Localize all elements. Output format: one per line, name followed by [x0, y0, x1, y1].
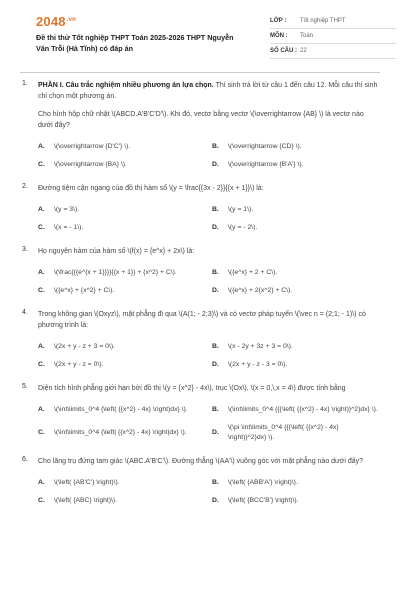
question [0, 183, 400, 233]
document-title: Đề thi thử Tốt nghiệp THPT Toán 2025-2026 THPT Nguyễn Văn Trỗi (Hà Tĩnh) có đáp án [36, 33, 234, 53]
question-list [0, 80, 400, 519]
question [0, 309, 400, 370]
option-a[interactable] [38, 405, 204, 415]
option-text: \({e^x} + 2 + C\). [228, 269, 278, 276]
option-label: B. [212, 406, 219, 413]
option-text: \(y = 3\). [54, 206, 80, 213]
option-c[interactable] [38, 360, 204, 370]
option-d[interactable] [212, 423, 378, 443]
question [0, 456, 400, 506]
option-d[interactable] [212, 496, 378, 506]
meta-value: Toán [300, 33, 314, 39]
answer-options [38, 205, 378, 233]
question [0, 383, 400, 443]
option-text: \(y = 1\). [228, 206, 254, 213]
meta-value: 22 [300, 48, 307, 54]
option-c[interactable] [38, 423, 204, 443]
option-c[interactable] [38, 286, 204, 296]
option-text: \(x = - 1\). [54, 224, 84, 231]
answer-options [38, 405, 378, 443]
question-text: Cho lăng trụ đứng tam giác \(ABC.A'B'C'\). Đường thẳng \(AA'\) vuông góc với mặt phẳng nào dưới đây? [38, 458, 364, 465]
question-number: 2. [22, 183, 28, 190]
option-d[interactable] [212, 360, 378, 370]
option-b[interactable] [212, 478, 378, 488]
option-label: C. [38, 429, 45, 436]
answer-options [38, 478, 378, 506]
option-a[interactable] [38, 142, 204, 152]
option-label: D. [212, 224, 219, 231]
option-label: C. [38, 497, 45, 504]
exam-meta [270, 14, 396, 59]
question-text: Họ nguyên hàm của hàm số \(f(x) = {e^x} + 2x\) là: [38, 248, 195, 255]
option-a[interactable] [38, 478, 204, 488]
header-divider [20, 72, 380, 73]
option-d[interactable] [212, 160, 378, 170]
answer-options [38, 268, 378, 296]
option-c[interactable] [38, 496, 204, 506]
option-text: \(\int\limits_0^4 {\left( {{x^2} - 4x} \right)dx} \). [54, 406, 188, 413]
question-number: 4. [22, 309, 28, 316]
meta-row-count [270, 44, 396, 59]
option-label: B. [212, 479, 219, 486]
option-a[interactable] [38, 268, 204, 278]
option-label: D. [212, 161, 219, 168]
option-label: B. [212, 343, 219, 350]
option-label: A. [38, 479, 45, 486]
option-b[interactable] [212, 142, 378, 152]
option-label: C. [38, 287, 45, 294]
option-text: \(\overrightarrow {CD} \). [228, 143, 302, 150]
option-label: A. [38, 206, 45, 213]
question-text: Đường tiệm cận ngang của đồ thị hàm số \(y = \frac{{3x - 2}}{{x + 1}}\) là: [38, 185, 264, 192]
option-b[interactable] [212, 342, 378, 352]
option-d[interactable] [212, 223, 378, 233]
option-b[interactable] [212, 205, 378, 215]
brand-tld: .vn [66, 16, 77, 23]
option-a[interactable] [38, 342, 204, 352]
option-text: \(2x + y - z - 3 = 0\). [228, 361, 288, 368]
option-a[interactable] [38, 205, 204, 215]
question-number: 1. [22, 80, 28, 87]
question-stem [38, 80, 378, 102]
option-label: A. [38, 406, 45, 413]
question [0, 246, 400, 296]
option-text: \(\int\limits_0^4 {{{\left( {{x^2} - 4x} \right)}^2}dx} \). [228, 406, 378, 413]
answer-options [38, 142, 378, 170]
option-label: A. [38, 143, 45, 150]
option-label: D. [212, 429, 219, 436]
meta-key: LỚP : [270, 18, 287, 24]
option-label: C. [38, 224, 45, 231]
site-logo[interactable] [36, 14, 76, 29]
option-text: \({e^x} + {x^2} + C\). [54, 287, 115, 294]
option-text: \(\int\limits_0^4 {\left| {{x^2} - 4x} \right|dx} \). [54, 429, 187, 436]
page-header [16, 0, 384, 66]
option-label: B. [212, 206, 219, 213]
option-text: \(x - 2y + 3z + 3 = 0\). [228, 343, 293, 350]
option-text: \(y = - 2\). [228, 224, 258, 231]
question-text: Trong không gian \(Oxyz\), mặt phẳng đi qua \(A(1; - 2;3)\) và có vectơ pháp tuyến \(\vec n = (2;1; - 1)\) có phương trình là: [38, 311, 366, 329]
option-label: A. [38, 269, 45, 276]
section-heading: PHẦN I. Câu trắc nghiệm nhiều phương án lựa chọn. [38, 82, 214, 89]
option-label: C. [38, 161, 45, 168]
option-text: \(2x + y - z = 0\). [54, 361, 104, 368]
option-label: D. [212, 361, 219, 368]
option-label: B. [212, 269, 219, 276]
option-text: \(\overrightarrow {D'C'} \). [54, 143, 131, 150]
option-text: \(2x + y - z + 3 = 0\). [54, 343, 116, 350]
question-text: Cho hình hộp chữ nhật \(ABCD.A'B'C'D'\). Khi đó, vectơ bằng vectơ \(\overrightarrow {AB} \) là vectơ nào dưới đây? [38, 111, 364, 129]
question [0, 80, 400, 170]
option-text: \(\left( {BCC'B'} \right)\). [228, 497, 299, 504]
option-text: \(\overrightarrow {B'A'} \). [228, 161, 304, 168]
option-label: D. [212, 497, 219, 504]
meta-key: SỐ CÂU : [270, 48, 297, 54]
meta-row-class [270, 14, 396, 29]
brand-name: 2048 [36, 14, 66, 29]
meta-key: MÔN : [270, 33, 288, 39]
option-label: B. [212, 143, 219, 150]
option-text: \(\frac{{{e^{x + 1}}}}{{x + 1}} + {x^2} + C\). [54, 269, 177, 276]
option-label: D. [212, 287, 219, 294]
question-number: 6. [22, 456, 28, 463]
option-text: \(\pi \int\limits_0^4 {{{\left( {{x^2} - 4x} \right)}^2}dx} \). [228, 424, 339, 441]
option-text: \(\left( {ABC} \right)\). [54, 497, 118, 504]
meta-row-subject [270, 29, 396, 44]
section-instructions: Thí sinh trả lời từ câu 1 đến câu 12. Mỗi câu thí sinh chỉ chọn một phương án. [38, 82, 378, 100]
option-text: \(\left( {AB'C'} \right)\). [54, 479, 120, 486]
option-text: \(\left( {ABB'A'} \right)\). [228, 479, 298, 486]
option-c[interactable] [38, 160, 204, 170]
option-b[interactable] [212, 405, 378, 415]
option-label: C. [38, 361, 45, 368]
option-b[interactable] [212, 268, 378, 278]
question-text: Diện tích hình phẳng giới hạn bởi đồ thị \(y = {x^2} - 4x\), trục \(Ox\), \(x = 0,\,x = 4\) được tính bằng [38, 385, 346, 392]
option-c[interactable] [38, 223, 204, 233]
answer-options [38, 342, 378, 370]
option-text: \(\overrightarrow {BA} \). [54, 161, 127, 168]
option-d[interactable] [212, 286, 378, 296]
option-label: A. [38, 343, 45, 350]
question-number: 5. [22, 383, 28, 390]
option-text: \({e^x} + 2{x^2} + C\). [228, 287, 293, 294]
question-number: 3. [22, 246, 28, 253]
meta-value: Tốt nghiệp THPT [300, 18, 346, 24]
